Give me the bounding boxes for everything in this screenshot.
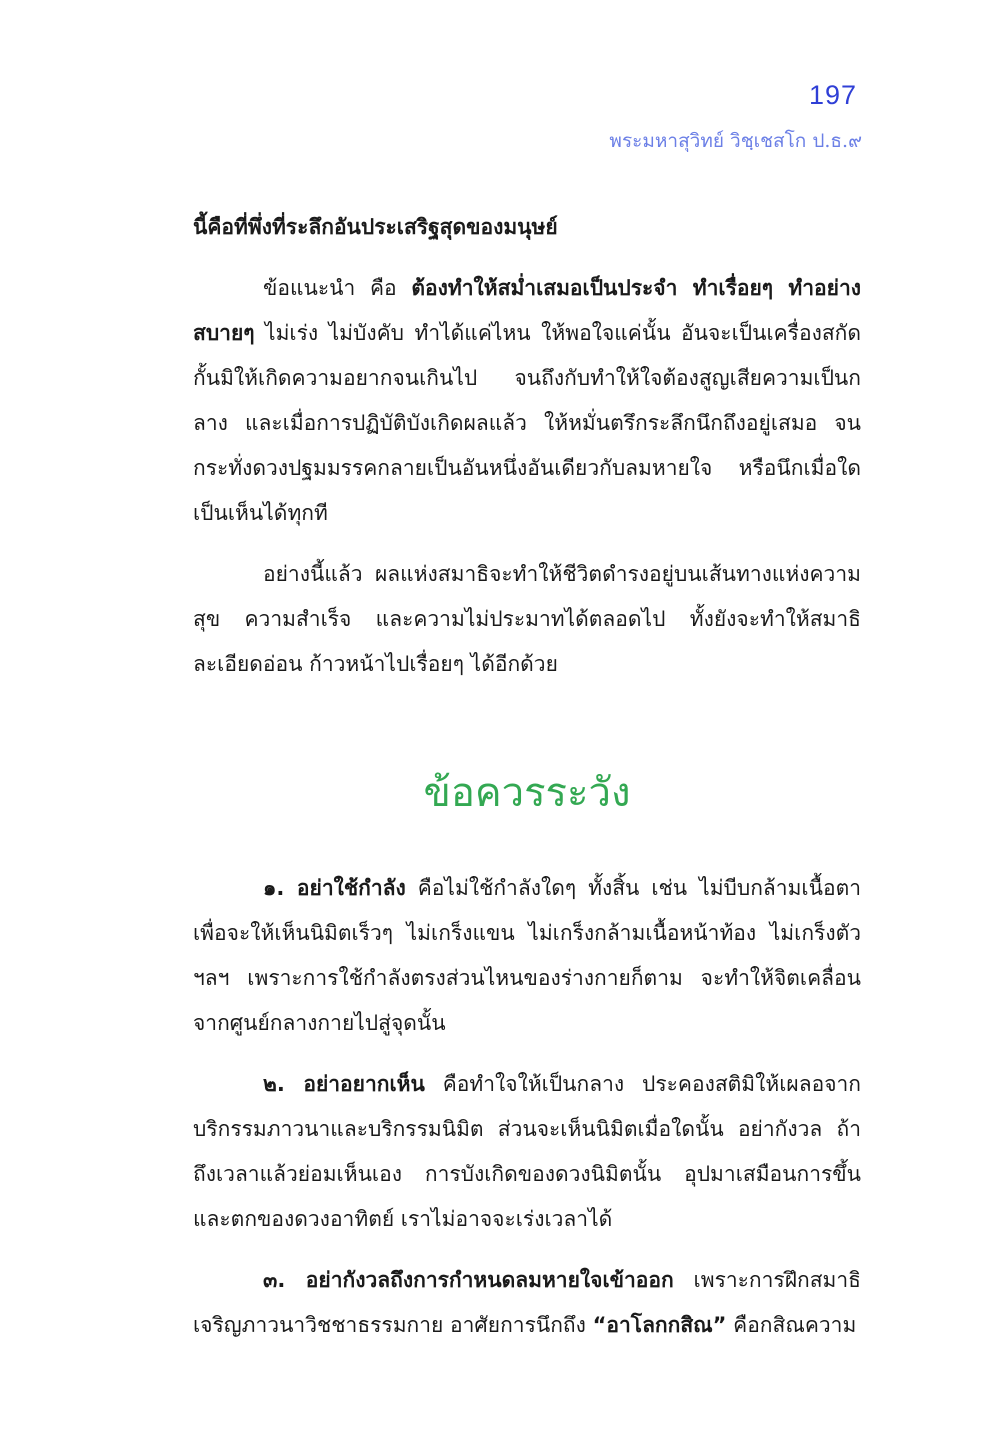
intro-block — [193, 205, 861, 687]
caution-item-2 — [193, 1062, 861, 1242]
caution-item-3 — [193, 1258, 861, 1348]
caution-item-2-title: ๒. อย่าอยากเห็น — [263, 1072, 425, 1096]
caution-item-1-text: คือไม่ใช้กำลังใดๆ ทั้งสิ้น เช่น ไม่บีบกล้ามเนื้อตาเพื่อจะให้เห็นนิมิตเร็วๆ ไม่เกร็งแขน ไม่เกร็งกล้ามเนื้อหน้าท้อง ไม่เกร็งตัว ฯลฯ เพราะการใช้กำลังตรงส่วนไหนของร่างกายก็ตาม จะทำให้จิตเคลื่อนจากศูนย์กลางกายไปสู่จุดนั้น — [193, 876, 861, 1035]
para1-bold: ต้องทำให้สม่ำเสมอเป็นประจำ ทำเรื่อยๆ ทำอย่างสบายๆ — [193, 276, 862, 345]
para1-lead: ข้อแนะนำ คือ — [263, 276, 412, 300]
section-title: ข้อควรระวัง — [423, 770, 631, 816]
caution-item-3-text: เพราะการฝึกสมาธิเจริญภาวนาวิชชาธรรมกาย อาศัยการนึกถึง — [193, 1268, 861, 1337]
running-header: พระมหาสุวิทย์ วิชฺเชสโก ป.ธ.๙ — [609, 130, 862, 152]
page-number: 197 — [808, 80, 857, 110]
caution-item-1 — [193, 866, 861, 1046]
caution-list — [193, 866, 861, 1364]
caution-item-3-quote: “อาโลกกสิณ” — [592, 1313, 727, 1337]
para1-rest: ไม่เร่ง ไม่บังคับ ทำได้แค่ไหน ให้พอใจแค่นั้น อันจะเป็นเครื่องสกัดกั้นมิให้เกิดความอยากจนเกินไป จนถึงกับทำให้ใจต้องสูญเสียความเป็นกลาง และเมื่อการปฏิบัติบังเกิดผลแล้ว ให้หมั่นตรึกระลึกนึกถึงอยู่เสมอ จนกระทั่งดวงปฐมมรรคกลายเป็นอันหนึ่งอันเดียวกับลมหายใจ หรือนึกเมื่อใดเป็นเห็นได้ทุกที — [193, 321, 861, 525]
intro-paragraph-1 — [193, 266, 861, 536]
caution-item-3-title: ๓. อย่ากังวลถึงการกำหนดลมหายใจเข้าออก — [263, 1268, 674, 1292]
intro-paragraph-2: อย่างนี้แล้ว ผลแห่งสมาธิจะทำให้ชีวิตดำรงอยู่บนเส้นทางแห่งความสุข ความสำเร็จ และความไม่ประมาทได้ตลอดไป ทั้งยังจะทำให้สมาธิละเอียดอ่อน ก้าวหน้าไปเรื่อยๆ ได้อีกด้วย — [193, 562, 861, 676]
caution-item-1-title: ๑. อย่าใช้กำลัง — [263, 876, 406, 900]
intro-heading: นี้คือที่พึ่งที่ระลึกอันประเสริฐสุดของมนุษย์ — [193, 215, 558, 239]
caution-item-3-text-end: คือกสิณความ — [726, 1313, 857, 1337]
caution-item-2-text: คือทำใจให้เป็นกลาง ประคองสติมิให้เผลอจากบริกรรมภาวนาและบริกรรมนิมิต ส่วนจะเห็นนิมิตเมื่อใดนั้น อย่ากังวล ถ้าถึงเวลาแล้วย่อมเห็นเอง การบังเกิดของดวงนิมิตนั้น อุปมาเสมือนการขึ้นและตกของดวงอาทิตย์ เราไม่อาจจะเร่งเวลาได้ — [193, 1072, 862, 1231]
